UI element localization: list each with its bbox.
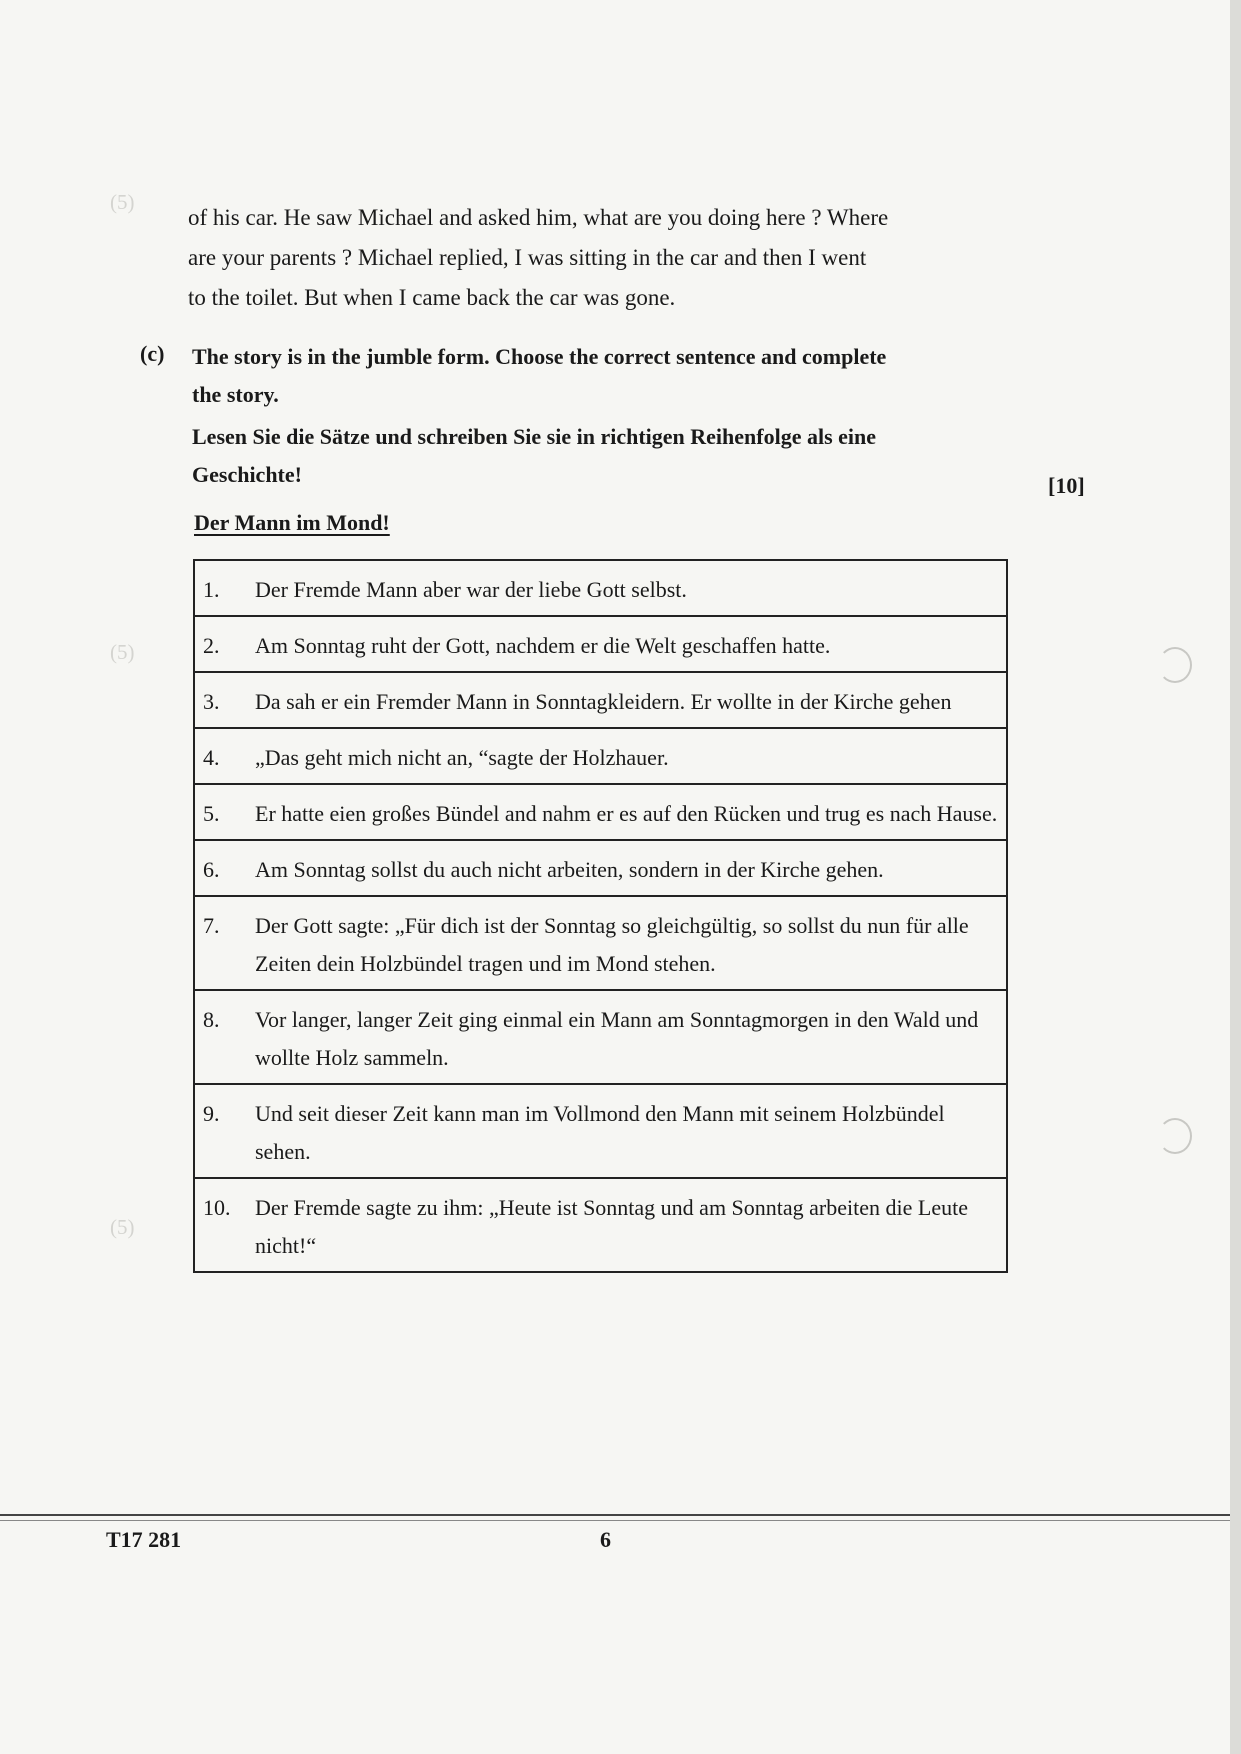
paper-code: T17 281 — [106, 1527, 182, 1552]
sentence-text: Der Fremde sagte zu ihm: „Heute ist Sonntag und am Sonntag arbeiten die Leute nicht!“ — [251, 1178, 1007, 1272]
table-row — [194, 1084, 1007, 1178]
intro-line-3: to the toilet. But when I came back the car was gone. — [188, 285, 676, 310]
question-marks: [10] — [1048, 473, 1085, 498]
sentence-number: 3. — [194, 672, 251, 728]
sentence-text: „Das geht mich nicht an, “sagte der Holzhauer. — [251, 728, 1007, 784]
table-row — [194, 616, 1007, 672]
sentence-text: Am Sonntag sollst du auch nicht arbeiten, sondern in der Kirche gehen. — [251, 840, 1007, 896]
page-edge — [1230, 0, 1241, 1754]
sentence-number: 10. — [194, 1178, 251, 1272]
sentence-number: 4. — [194, 728, 251, 784]
question-instruction-line-2: the story. — [192, 382, 279, 407]
table-row — [194, 784, 1007, 840]
footer-divider — [0, 1514, 1230, 1516]
bleed-mark: (5) — [110, 640, 135, 664]
sentence-text: Am Sonntag ruht der Gott, nachdem er die Welt geschaffen hatte. — [251, 616, 1007, 672]
sentence-number: 9. — [194, 1084, 251, 1178]
question-instruction-de-line-2: Geschichte! — [192, 462, 302, 487]
intro-line-1: of his car. He saw Michael and asked him, what are you doing here ? Where — [188, 205, 889, 230]
sentence-text: Er hatte eien großes Bündel and nahm er es auf den Rücken und trug es nach Hause. — [251, 784, 1007, 840]
table-row — [194, 896, 1007, 990]
table-row — [194, 1178, 1007, 1272]
punch-hole-icon — [1158, 1118, 1192, 1154]
sentence-text: Vor langer, langer Zeit ging einmal ein Mann am Sonntagmorgen in den Wald und wollte Holz sammeln. — [251, 990, 1007, 1084]
sentence-text: Und seit dieser Zeit kann man im Vollmond den Mann mit seinem Holzbündel sehen. — [251, 1084, 1007, 1178]
table-row — [194, 990, 1007, 1084]
sentence-text: Der Fremde Mann aber war der liebe Gott selbst. — [251, 560, 1007, 616]
question-instruction-de-line-1: Lesen Sie die Sätze und schreiben Sie sie in richtigen Reihenfolge als eine — [192, 424, 877, 449]
sentence-number: 2. — [194, 616, 251, 672]
bleed-mark: (5) — [110, 1215, 135, 1239]
sentence-number: 5. — [194, 784, 251, 840]
sentence-number: 6. — [194, 840, 251, 896]
question-label: (c) — [140, 341, 165, 366]
footer-divider — [0, 1520, 1230, 1521]
table-row — [194, 840, 1007, 896]
question-instruction-line-1: The story is in the jumble form. Choose the correct sentence and complete — [192, 344, 887, 369]
intro-line-2: are your parents ? Michael replied, I was sitting in the car and then I went — [188, 245, 867, 270]
table-row — [194, 672, 1007, 728]
sentence-number: 8. — [194, 990, 251, 1084]
sentence-number: 7. — [194, 896, 251, 990]
sentence-text: Da sah er ein Fremder Mann in Sonntagkleidern. Er wollte in der Kirche gehen — [251, 672, 1007, 728]
table-row — [194, 560, 1007, 616]
story-sentence-table — [193, 559, 1008, 1273]
bleed-mark: (5) — [110, 190, 135, 214]
page-number: 6 — [600, 1527, 611, 1552]
sentence-text: Der Gott sagte: „Für dich ist der Sonntag so gleichgültig, so sollst du nun für alle Zeiten dein Holzbündel tragen und im Mond stehen. — [251, 896, 1007, 990]
table-row — [194, 728, 1007, 784]
punch-hole-icon — [1158, 647, 1192, 683]
sentence-number: 1. — [194, 560, 251, 616]
story-title: Der Mann im Mond! — [194, 510, 390, 535]
